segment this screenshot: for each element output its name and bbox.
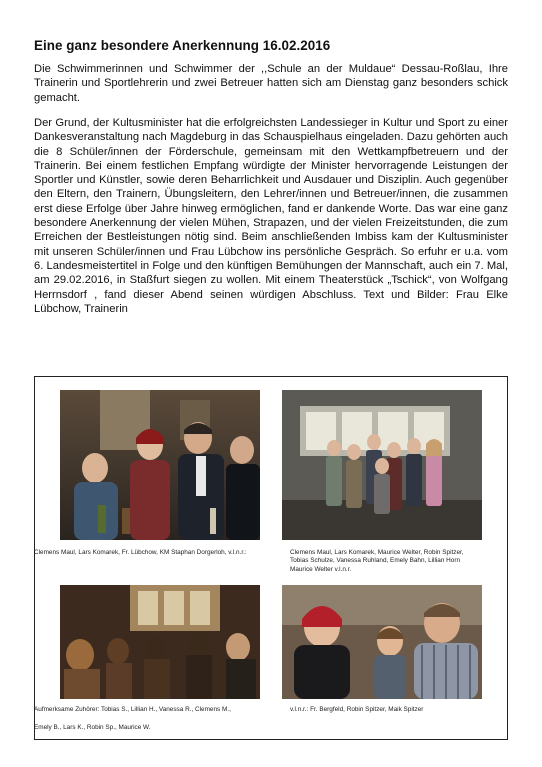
caption-photo3-continued [34, 724, 274, 732]
caption-line: Tobias Schulze, Vanessa Ruhland, Emely Bahn, Lillian Horn [290, 557, 461, 565]
photo-image [60, 390, 260, 540]
intro-paragraph: Die Schwimmerinnen und Schwimmer der ,,Schule an der Muldaue“ Dessau-Roßlau, Ihre Trainerin und Sportlehrerin und zwei Betreuer hatten sich am Dienstag ganz besonders schick gemacht. [34, 63, 508, 104]
caption-photo1 [34, 549, 264, 557]
caption-line: Clemens Maul, Lars Komarek, Fr. Lübchow, KM Staphan Dorgerloh, v.l.n.r.: [34, 549, 247, 556]
caption-photo2 [290, 549, 500, 574]
photo-family [282, 585, 482, 699]
caption-line: Emely B., Lars K., Robin Sp., Maurice W. [34, 724, 151, 731]
caption-line: Aufmerksame Zuhörer: Tobias S., Lillian H., Vanessa R., Clemens M., [34, 706, 231, 713]
caption-photo4 [290, 706, 490, 714]
photo-image [282, 390, 482, 540]
photo-reception-minister [60, 390, 260, 540]
photo-group [282, 390, 482, 540]
caption-line: v.l.n.r.: Fr. Bergfeld, Robin Spitzer, Maik Spitzer [290, 706, 424, 713]
caption-photo3 [34, 706, 274, 714]
caption-line: Maurice Welter v.l.n.r. [290, 565, 352, 573]
photo-audience [60, 585, 260, 699]
photo-image [60, 585, 260, 699]
body-paragraph: Der Grund, der Kultusminister hat die erfolgreichsten Landessieger in Kultur und Sport zu einer Dankesveranstaltung nach Magdeburg in das Schauspielhaus eingeladen. Dazu gehörten auch die 8 Schüler/innen der Förderschule, gemeinsam mit den Wettkampfbetreuern und der Trainerin. Bei einem festlichen Empfang würdigte der Minister hervorragende Leistungen der Sportler und Künstler, sowie deren Beharrlichkeit und Ausdauer und Disziplin. Auch gegenüber den Eltern, den Trainern, Übungsleitern, den Lehrer/innen und Betreuer/innen, die zusammen erst diese Erfolge über Jahre hinweg ermöglichen, fand er dankende Worte. Das war eine ganz besondere Anerkennung der vielen Mühen, Strapazen, und der vielen Freizeitstunden, die zum Erreichen der Bestleistungen nötig sind. Beim anschließenden Imbiss kam der Kultusminister mit unseren Schüler/innen und Frau Lübchow ins persönliche Gespräch. So erfuhr er u.a. vom 6. Landesmeistertitel in Folge und den künftigen Bemühungen der Mannschaft, auch ein 7. Mal, am 29.02.2016, in Staßfurt siegen zu wollen. Mit einem Theaterstück „Tschick“, von Wolfgang Herrnsdorf , fand dieser Abend seinen würdigen Abschluss. Text und Bilder: Frau Elke Lübchow, Trainerin [34, 117, 508, 315]
article-title: Eine ganz besondere Anerkennung 16.02.2016 [34, 38, 331, 53]
caption-line: Clemens Maul, Lars Komarek, Maurice Welter, Robin Spitzer, [290, 549, 464, 556]
photo-image [282, 585, 482, 699]
